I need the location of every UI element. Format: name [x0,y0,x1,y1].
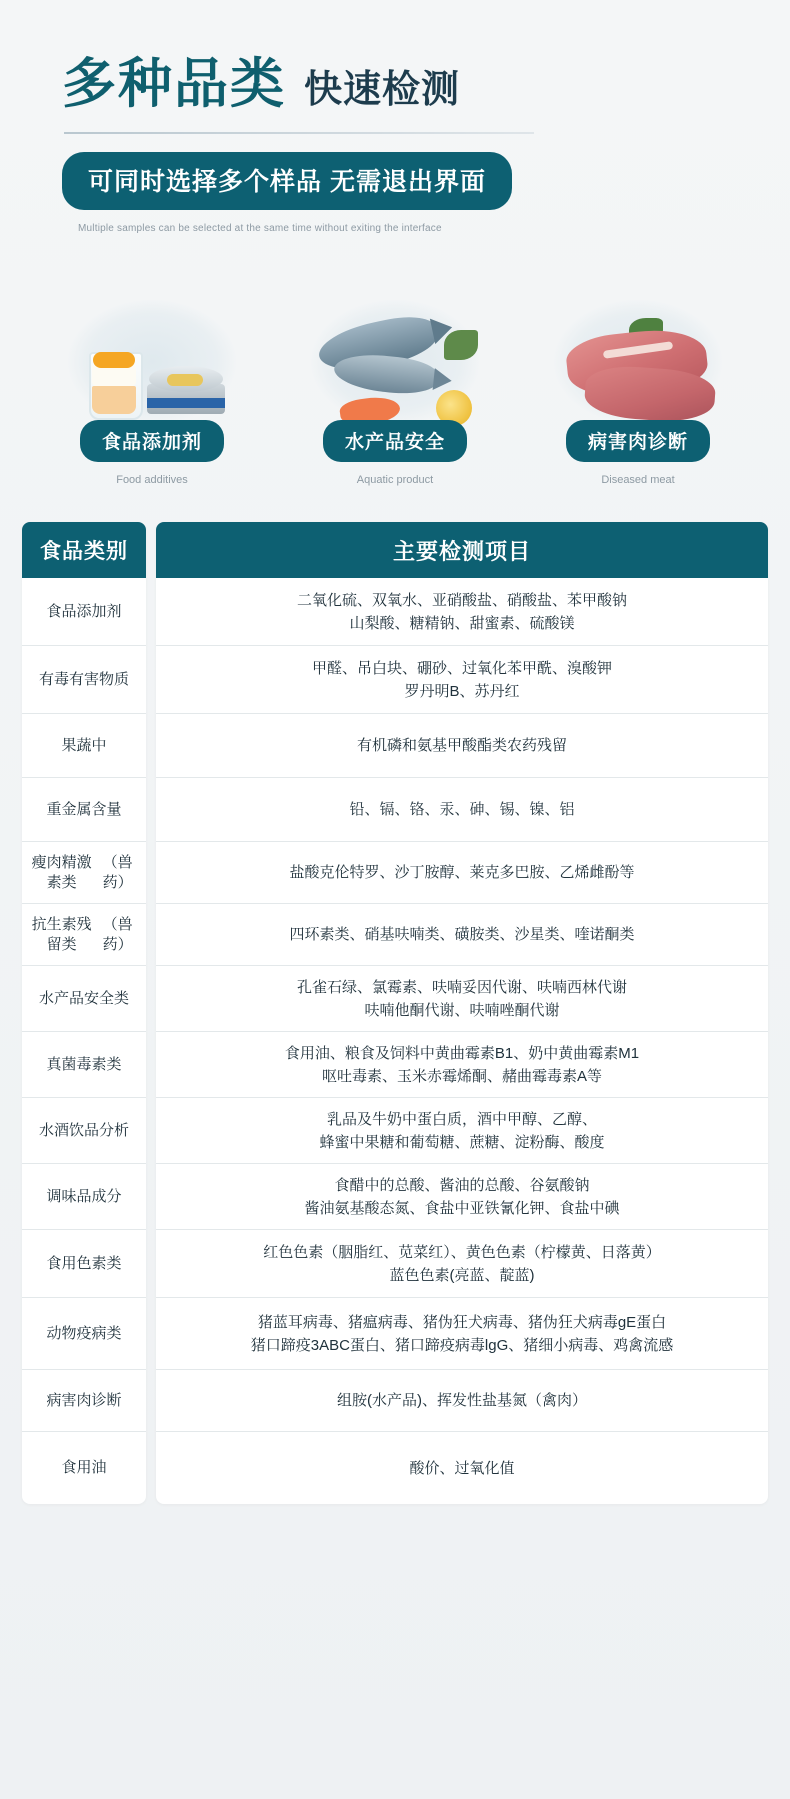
table-cell-line: 食用色素类 [46,1254,122,1272]
category-label-en: Food additives [116,474,188,487]
header [0,0,790,234]
table-cell-line: 呕吐毒素、玉米赤霉烯酮、赭曲霉毒素A等 [321,1067,602,1085]
table-cell-line: 食品添加剂 [46,602,122,620]
category-label-en: Aquatic product [356,474,434,487]
table-cell-line: 重金属含量 [46,800,122,818]
page-subtitle: 快速检测 [304,69,461,111]
table-row-items [156,778,768,842]
table-cell-line: 有毒有害物质 [38,670,129,688]
page-title: 多种品类 [62,54,286,114]
table-cell-line: 红色色素（胭脂红、苋菜红）、黄色色素（柠檬黄、日落黄） [263,1243,661,1261]
table-row-category [22,842,146,904]
table-row-category [22,1164,146,1230]
table-cell-line: 有机磷和氨基甲酸酯类农药残留 [356,737,567,755]
banner-english-caption: Multiple samples can be selected at the same time without exiting the interface [78,223,442,235]
table-cell-line: 果蔬中 [61,736,107,754]
table-category-column [22,522,146,1504]
table-row-category [22,646,146,714]
table-row-items [156,1032,768,1098]
table-row-items [156,1298,768,1370]
table-row-category [22,1032,146,1098]
table-cell-line: 孔雀石绿、氯霉素、呋喃妥因代谢、呋喃西林代谢 [296,978,627,996]
table-cell-line: 食醋中的总酸、酱油的总酸、谷氨酸钠 [334,1176,590,1194]
table-cell-line: 呋喃他酮代谢、呋喃唑酮代谢 [364,1001,560,1019]
category-label: 水产品安全 [323,420,467,462]
table-row-items [156,1230,768,1298]
table-cell-line: 甲醛、吊白块、硼砂、过氧化苯甲酰、溴酸钾 [311,659,612,677]
category-label-en: Diseased meat [601,474,675,487]
table-row-category [22,904,146,966]
table-cell-line: 山梨酸、糖精钠、甜蜜素、硫酸镁 [349,614,575,632]
table-cell-line: 猪蓝耳病毒、猪瘟病毒、猪伪狂犬病毒、猪伪狂犬病毒gE蛋白 [257,1313,667,1331]
category-card-food-additives[interactable] [45,294,260,486]
table-cell-line: 蜂蜜中果糖和葡萄糖、蔗糖、淀粉酶、酸度 [319,1133,605,1151]
table-category-body [22,578,146,1504]
table-cell-line: 水酒饮品 [38,1121,99,1139]
table-cell-line: 酸价、过氧化值 [409,1459,515,1477]
table-cell-line: （兽药） [102,853,133,891]
table-cell-line: 铅、镉、铬、汞、砷、锡、镍、铝 [349,801,575,819]
table-row-category [22,578,146,646]
table-row-items [156,966,768,1032]
table-cell-line: 抗生素残留类 [31,915,92,953]
table-cell-line: 真菌毒素类 [46,1055,122,1073]
yogurt-cup-icon [83,334,145,420]
table-cell-line: 瘦肉精激素类 [31,853,92,891]
table-header-items: 主要检测项目 [156,522,768,578]
table-cell-line: 蓝色色素(亮蓝、靛蓝) [389,1266,535,1284]
table-cell-line: 动物疫病类 [46,1324,122,1342]
category-label: 食品添加剂 [80,420,224,462]
table-cell-line: 酱油氨基酸态氮、食盐中亚铁氰化钾、食盐中碘 [304,1199,620,1217]
table-row-items [156,714,768,778]
canned-fish-icon [147,356,225,414]
table-row-items [156,904,768,966]
table-cell-line: 分析 [99,1121,130,1139]
diseased-meat-photo [543,294,733,434]
table-cell-line: 四环素类、硝基呋喃类、磺胺类、沙星类、喹诺酮类 [289,926,635,944]
table-cell-line: 食用油、粮食及饲料中黄曲霉素B1、奶中黄曲霉素M1 [284,1044,640,1062]
table-items-column [156,522,768,1504]
table-row-category [22,1432,146,1504]
table-row-items [156,1432,768,1504]
category-card-aquatic-product[interactable] [288,294,503,486]
table-items-body [156,578,768,1504]
title-divider [64,132,534,134]
table-row-category [22,1098,146,1164]
aquatic-product-photo [300,294,490,434]
table-row-items [156,842,768,904]
table-cell-line: （兽药） [102,915,133,953]
detection-items-table [22,522,768,1504]
table-row-items [156,646,768,714]
table-row-items [156,1098,768,1164]
table-cell-line: 盐酸克伦特罗、沙丁胺醇、莱克多巴胺、乙烯雌酚等 [289,864,635,882]
category-card-list [0,294,790,486]
table-row-items [156,1164,768,1230]
table-row-category [22,1370,146,1432]
table-cell-line: 水产品安全类 [38,989,129,1007]
title-row [62,55,790,114]
category-card-diseased-meat[interactable] [531,294,746,486]
table-row-category [22,966,146,1032]
food-additives-photo [57,294,247,434]
table-header-category: 食品类别 [22,522,146,578]
category-label: 病害肉诊断 [566,420,710,462]
table-cell-line: 食用油 [61,1459,107,1477]
table-cell-line: 病害肉诊断 [46,1391,122,1409]
table-row-category [22,714,146,778]
table-cell-line: 二氧化硫、双氧水、亚硝酸盐、硝酸盐、苯甲酸钠 [296,591,627,609]
table-row-category [22,1230,146,1298]
table-row-category [22,778,146,842]
table-row-items [156,1370,768,1432]
table-cell-line: 猪口蹄疫3ABC蛋白、猪口蹄疫病毒lgG、猪细小病毒、鸡禽流感 [250,1336,674,1354]
table-cell-line: 罗丹明B、苏丹红 [404,682,520,700]
table-row-items [156,578,768,646]
table-cell-line: 乳品及牛奶中蛋白质，酒中甲醇、乙醇、 [326,1110,597,1128]
table-cell-line: 组胺(水产品)、挥发性盐基氮（禽肉） [337,1392,587,1410]
banner-badge: 可同时选择多个样品 无需退出界面 [62,152,512,210]
table-cell-line: 调味品成分 [46,1187,122,1205]
table-row-category [22,1298,146,1370]
